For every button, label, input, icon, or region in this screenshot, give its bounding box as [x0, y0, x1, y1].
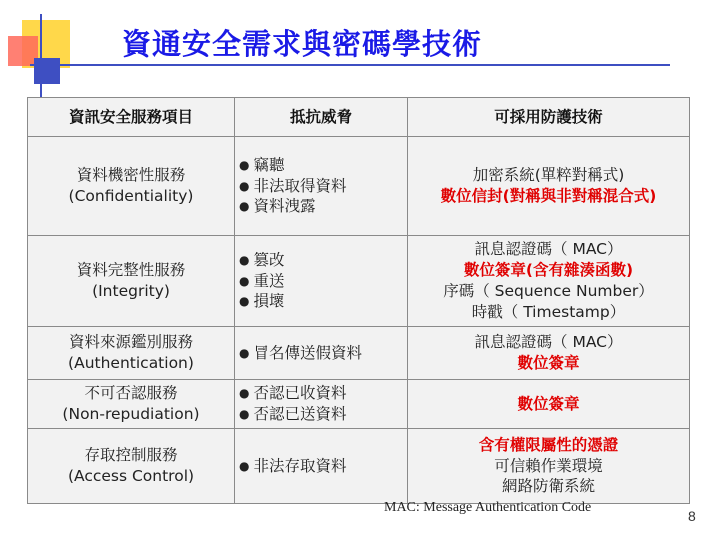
service-cell [28, 429, 235, 504]
header-threats: 抵抗威脅 [235, 98, 408, 137]
service-name-en: (Access Control) [67, 467, 195, 485]
technique-item: 加密系統(單粹對稱式) [472, 166, 625, 185]
threats-cell [235, 236, 408, 327]
header-service: 資訊安全服務項目 [28, 98, 235, 137]
techniques-cell [408, 137, 690, 236]
threat-text: 篡改 [253, 250, 285, 269]
threat-item [239, 196, 403, 217]
service-cell [28, 380, 235, 429]
service-name: 資料來源鑑別服務 [68, 333, 193, 352]
service-name-en: (Non-repudiation) [62, 405, 200, 423]
table-row-integrity [28, 236, 690, 327]
service-name: 資料機密性服務 [76, 166, 186, 185]
threat-item [239, 383, 403, 404]
slide-title: 資通安全需求與密碼學技術 [122, 27, 483, 61]
threat-item [239, 456, 403, 477]
threat-text: 資料洩露 [253, 197, 316, 216]
table-row-access-control [28, 429, 690, 504]
technique-item: 訊息認證碼（ MAC） [474, 240, 623, 259]
header-techniques: 可採用防護技術 [408, 98, 690, 137]
technique-item-highlight: 數位簽章 [517, 394, 580, 413]
threat-item [239, 155, 403, 176]
service-name: 存取控制服務 [84, 446, 178, 465]
bullet-dot-icon: ● [239, 386, 250, 401]
bullet-dot-icon: ● [239, 178, 250, 193]
threat-text: 非法取得資料 [253, 176, 347, 195]
table-row-confidentiality [28, 137, 690, 236]
service-name: 資料完整性服務 [76, 261, 186, 280]
threat-item [239, 250, 403, 271]
threat-text: 損壞 [253, 292, 285, 311]
technique-item: 網路防衛系統 [501, 477, 595, 496]
techniques-cell [408, 429, 690, 504]
technique-item: 訊息認證碼（ MAC） [474, 333, 623, 352]
bullet-dot-icon: ● [239, 345, 250, 360]
threat-text: 否認已收資料 [253, 384, 347, 403]
threat-text: 重送 [253, 271, 285, 290]
decorative-horizontal-line [30, 64, 670, 66]
threat-text: 否認已送資料 [253, 405, 347, 423]
technique-item-highlight: 數位信封(對稱與非對稱混合式) [440, 187, 657, 205]
service-name-en: (Confidentiality) [68, 187, 194, 205]
bullet-dot-icon: ● [239, 252, 250, 267]
bullet-dot-icon: ● [239, 157, 250, 172]
service-cell [28, 327, 235, 380]
threat-item [239, 271, 403, 292]
service-cell [28, 137, 235, 236]
threat-item [239, 404, 403, 425]
technique-item-highlight: 數位簽章 [517, 354, 580, 372]
table-row-non-repudiation [28, 380, 690, 429]
table-row-authentication [28, 327, 690, 380]
service-cell [28, 236, 235, 327]
threat-item [239, 343, 403, 364]
decorative-blue-square [34, 58, 60, 84]
threat-text: 冒名傳送假資料 [253, 343, 362, 362]
bullet-dot-icon: ● [239, 458, 250, 473]
threat-text: 非法存取資料 [253, 456, 347, 475]
bullet-dot-icon: ● [239, 199, 250, 214]
techniques-cell [408, 327, 690, 380]
security-services-table [27, 97, 690, 504]
decorative-vertical-line [40, 14, 42, 104]
page-number: 8 [688, 508, 696, 524]
bullet-dot-icon: ● [239, 294, 250, 309]
bullet-dot-icon: ● [239, 273, 250, 288]
threats-cell [235, 137, 408, 236]
service-name: 不可否認服務 [84, 384, 178, 403]
threats-cell [235, 429, 408, 504]
bullet-dot-icon: ● [239, 407, 250, 421]
threat-item [239, 176, 403, 197]
threats-cell [235, 380, 408, 429]
technique-item-highlight: 含有權限屬性的憑證 [478, 435, 619, 454]
techniques-cell [408, 380, 690, 429]
threat-item [239, 291, 403, 312]
table-header-row [28, 98, 690, 137]
footnote: MAC: Message Authentication Code [384, 500, 592, 515]
techniques-cell [408, 236, 690, 327]
technique-item: 序碼（ Sequence Number） [443, 282, 654, 300]
technique-item-highlight: 數位簽章(含有雜湊函數) [463, 261, 634, 280]
service-name-en: (Integrity) [92, 282, 170, 300]
threats-cell [235, 327, 408, 380]
technique-item: 可信賴作業環境 [494, 456, 603, 475]
technique-item: 時戳（ Timestamp） [471, 302, 626, 321]
service-name-en: (Authentication) [68, 354, 194, 372]
threat-text: 竊聽 [253, 155, 285, 174]
